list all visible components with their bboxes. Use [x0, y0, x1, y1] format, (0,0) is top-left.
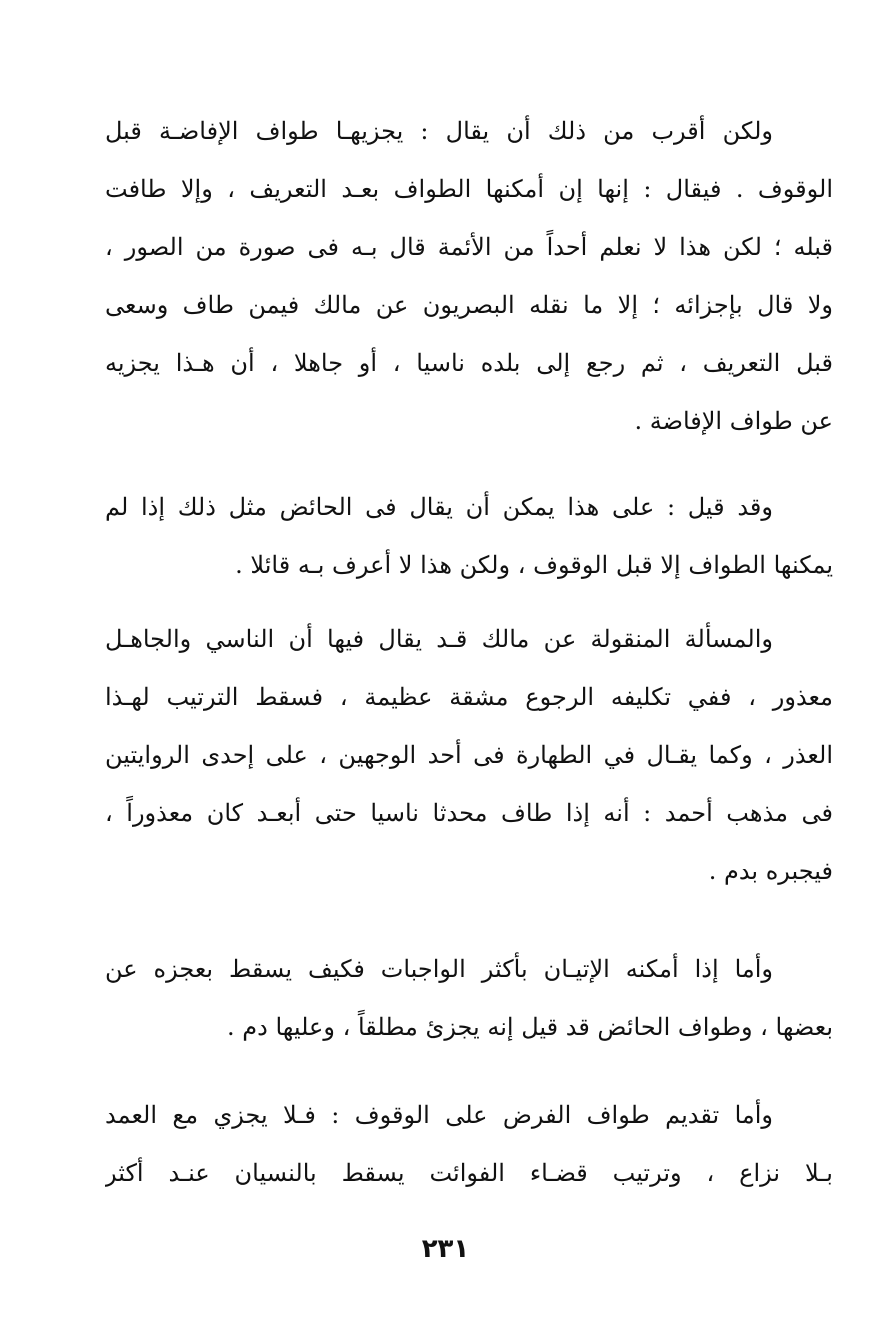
paragraph-3-line-4: فى مذهب أحمد : أنه إذا طاف محدثا ناسيا حتى أبعـد كان معذوراً ،	[105, 799, 833, 827]
paragraph-1-line-5: قبل التعريف ، ثم رجع إلى بلده ناسيا ، أو جاهلا ، أن هـذا يجزيه	[105, 349, 833, 377]
paragraph-1-line-4: ولا قال بإجزائه ؛ إلا ما نقله البصريون عن مالك فيمن طاف وسعى	[105, 291, 833, 319]
paragraph-2-line-1: وقد قيل : على هذا يمكن أن يقال فى الحائض مثل ذلك إذا لم	[105, 493, 773, 521]
paragraph-1	[105, 102, 833, 450]
paragraph-1-line-3: قبله ؛ لكن هذا لا نعلم أحداً من الأئمة قال بـه فى صورة من الصور ،	[105, 233, 833, 261]
paragraph-3-line-3: العذر ، وكما يقـال في الطهارة فى أحد الوجهين ، على إحدى الروايتين	[105, 741, 833, 769]
paragraph-3-line-1: والمسألة المنقولة عن مالك قـد يقال فيها أن الناسي والجاهـل	[105, 625, 774, 653]
paragraph-1-line-2: الوقوف . فيقال : إنها إن أمكنها الطواف بعـد التعريف ، وإلا طافت	[105, 175, 833, 203]
paragraph-5-line-1: وأما تقديم طواف الفرض على الوقوف : فـلا يجزي مع العمد	[105, 1101, 773, 1129]
paragraph-3	[105, 610, 833, 900]
paragraph-1-line-6: عن طواف الإفاضة .	[634, 407, 833, 435]
paragraph-4	[105, 940, 833, 1056]
paragraph-3-line-5: فيجبره بدم .	[708, 857, 833, 885]
paragraph-4-line-2: بعضها ، وطواف الحائض قد قيل إنه يجزئ مطلقاً ، وعليها دم .	[227, 1013, 833, 1041]
paragraph-1-line-1: ولكن أقرب من ذلك أن يقال : يجزيهـا طواف الإفاضـة قبل	[105, 117, 773, 145]
paragraph-2	[105, 478, 833, 594]
paragraph-5-line-2: بـلا نزاع ، وترتيب قضـاء الفوائت يسقط بالنسيان عنـد أكثر	[105, 1159, 833, 1187]
paragraph-4-line-1: وأما إذا أمكنه الإتيـان بأكثر الواجبات فكيف يسقط بعجزه عن	[105, 955, 774, 983]
paragraph-5	[105, 1086, 833, 1202]
paragraph-2-line-2: يمكنها الطواف إلا قبل الوقوف ، ولكن هذا لا أعرف بـه قائلا .	[235, 551, 833, 579]
paragraph-3-line-2: معذور ، ففي تكليفه الرجوع مشقة عظيمة ، فسقط الترتيب لهـذا	[105, 683, 833, 711]
page-number: ٢٣١	[421, 1234, 470, 1264]
